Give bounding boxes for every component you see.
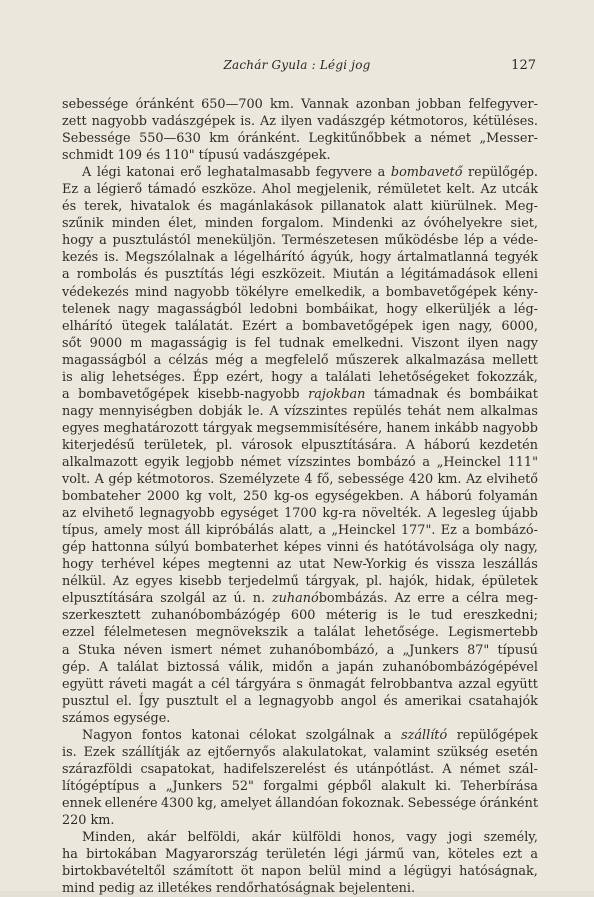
text-line: gép. A találat biztossá válik, midőn a japán zuhanóbombázógépével [62, 659, 538, 675]
running-head: Zachár Gyula : Légi jog [223, 58, 371, 72]
text-line: egyes meghatározott tárgyak megsemmisítésére, hanem inkább nagyobb [62, 420, 538, 436]
body-text [62, 96, 538, 897]
text-line: a rombolás és pusztítás légi eszközeit. Miután a légitámadások elleni [62, 267, 538, 283]
text-line: mind pedig az illetékes rendőrhatóságnak bejelenteni. [62, 881, 416, 897]
text-line: is alig lehetséges. Épp ezért, hogy a találati lehetőségeket fokozzák, [62, 369, 538, 385]
text-line: szerkesztett zuhanóbombázógép 600 méterig is le tud ereszkedni; [62, 608, 538, 624]
text-line: típus, amely most áll kipróbálás alatt, a „Heinckel 177". Ez a bombázó- [62, 523, 538, 539]
text-line: A légi katonai erő leghatalmasabb fegyvere a bombavető repülőgép. [82, 165, 538, 181]
text-line: alkalmazott egyik legjobb német vízszintes bombázó a „Heinckel 111" [62, 454, 538, 470]
text-line: lítógéptípus a „Junkers 52" forgalmi gépből alakult ki. Teherbírása [62, 778, 538, 794]
text-line: elhárító ütegek találatát. Ezért a bombavetőgépek igen nagy, 6000, [62, 318, 538, 334]
text-line: Ez a légierő támadó eszköze. Ahol megjelenik, rémületet kelt. Az utcák [62, 182, 538, 198]
text-line: hogy terhével képes megtenni az utat New-Yorkig és vissza leszállás [62, 557, 538, 573]
text-line: bombateher 2000 kg volt, 250 kg-os egységekben. A háború folyamán [62, 489, 538, 505]
text-line: Sebessége 550—630 km óránként. Legkitűnőbbek a német „Messer- [62, 131, 538, 147]
text-line: szárazföldi csapatokat, hadifelszerelést és utánpótlást. A német szál- [62, 761, 538, 777]
text-line: telenek nagy magasságból ledobni bombáikat, hogy elkerüljék a lég- [62, 301, 538, 317]
text-line: a Stuka néven ismert német zuhanóbombázó, a „Junkers 87" típusú [62, 642, 538, 658]
text-line: szűnik minden élet, minden forgalom. Mindenki az óvóhelyekre siet, [62, 216, 538, 232]
text-line: ha birtokában Magyarország területén légi jármű van, köteles ezt a [62, 847, 538, 863]
text-line: elpusztítására szolgál az ú. n. zuhanóbombázás. Az erre a célra meg- [62, 591, 538, 607]
text-line: ennek ellenére 4300 kg, amelyet állandóan fokoznak. Sebessége óránként [62, 795, 538, 811]
text-line: gép hattonna súlyú bombaterhet képes vinni és hatótávolsága oly nagy, [62, 540, 538, 556]
text-line: hogy a pusztulástól meneküljön. Természetesen működésbe lép a véde- [62, 233, 538, 249]
page-number: 127 [511, 58, 536, 73]
text-line: a bombavetőgépek kisebb-nagyobb rajokban támadnak és bombáikat [62, 386, 538, 402]
text-line: is. Ezek szállítják az ejtőernyős alakulatokat, valamint szükség esetén [62, 744, 538, 760]
text-line: birtokbavételtől számított öt napon belül mind a légügyi hatóságnak, [62, 864, 538, 880]
text-line: védekezés mind nagyobb tökélyre emelkedik, a bombavetőgépek kény- [62, 284, 538, 300]
text-line: kiterjedésű területek, pl. városok elpusztítására. A háború kezdetén [62, 437, 538, 453]
text-line: pusztul el. Így pusztult el a legnagyobb angol és amerikai csatahajók [62, 693, 538, 709]
text-line: Minden, akár belföldi, akár külföldi honos, vagy jogi személy, [82, 830, 538, 846]
text-line: ezzel félelmetesen megnövekszik a találat lehetősége. Legismertebb [62, 625, 538, 641]
text-line: schmidt 109 és 110" típusú vadászgépek. [62, 148, 331, 164]
text-line: 220 km. [62, 812, 115, 828]
text-line: volt. A gép kétmotoros. Személyzete 4 fő, sebessége 420 km. Az elvihető [62, 472, 538, 488]
text-line: Nagyon fontos katonai célokat szolgálnak a szállító repülőgépek [82, 727, 538, 743]
text-line: együtt ráveti magát a cél tárgyára s önmagát felrobbantva azzal együtt [62, 676, 538, 692]
text-line: sőt 9000 m magasságig is fel tudnak emelkedni. Viszont ilyen nagy [62, 335, 538, 351]
text-line: magasságból a célzás még a megfelelő műszerek alkalmazása mellett [62, 352, 538, 368]
text-line: számos egysége. [62, 710, 171, 726]
text-line: nagy mennyiségben dobják le. A vízszintes repülés tehát nem alkalmas [62, 403, 538, 419]
text-line: az elvihető legnagyobb egységet 1700 kg-ra növelték. A legesleg újabb [62, 506, 538, 522]
text-line: kezés is. Megszólalnak a légelhárító ágyúk, hogy ártalmatlanná tegyék [62, 250, 538, 266]
text-line: zett nagyobb vadászgépek is. Az ilyen vadászgép kétmotoros, kétüléses. [62, 114, 538, 130]
text-line: nélkül. Az egyes kisebb terjedelmű tárgyak, pl. hajók, hidak, épületek [62, 574, 538, 590]
page-header [0, 58, 594, 76]
text-line: sebessége óránként 650—700 km. Vannak azonban jobban felfegyver- [62, 97, 538, 112]
text-line: és terek, hivatalok és magánlakások pillanatok alatt kiürülnek. Meg- [62, 199, 538, 215]
